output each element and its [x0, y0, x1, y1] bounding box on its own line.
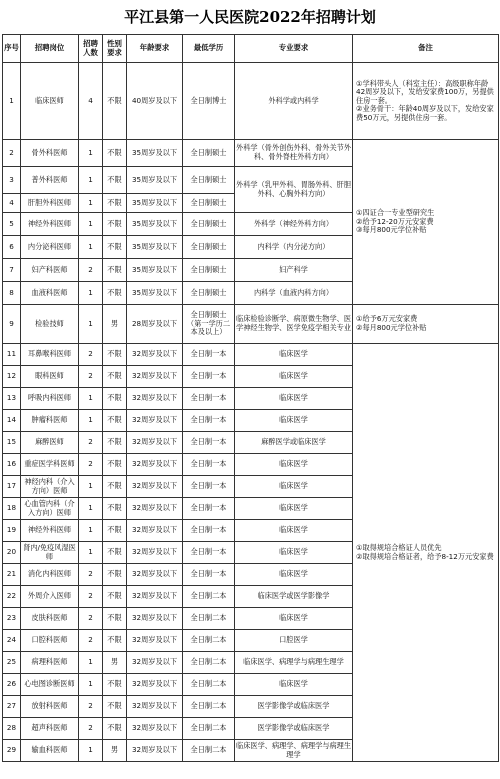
- major-cell: 临床医学: [235, 410, 353, 432]
- remarks-cell: [353, 344, 499, 762]
- row-number-cell: 21: [3, 564, 21, 586]
- count-cell: 2: [79, 432, 103, 454]
- post-cell: 普外科医师: [21, 167, 79, 194]
- gender-cell: 不限: [103, 432, 127, 454]
- education-cell: 全日制硕士: [183, 236, 235, 259]
- remarks-line: ②取得规培合格证者，给予8-12万元安家费: [356, 551, 494, 561]
- gender-cell: 男: [103, 652, 127, 674]
- education-cell: 全日制二本: [183, 608, 235, 630]
- count-cell: 2: [79, 586, 103, 608]
- row-number-cell: 9: [3, 305, 21, 344]
- remarks-line: ①学科带头人（科室主任）：高级职称年龄42周岁及以下，发给安家费100万，另提供住房一套。: [356, 78, 494, 105]
- row-number-cell: 23: [3, 608, 21, 630]
- table-row: [3, 305, 499, 344]
- count-cell: 2: [79, 454, 103, 476]
- gender-cell: 不限: [103, 498, 127, 520]
- major-cell: 妇产科学: [235, 259, 353, 282]
- post-cell: 临床医师: [21, 63, 79, 140]
- remarks-line: ③每月800元学位补贴: [356, 225, 427, 235]
- age-cell: 32周岁及以下: [127, 674, 183, 696]
- gender-cell: 不限: [103, 520, 127, 542]
- gender-cell: 不限: [103, 282, 127, 305]
- post-cell: 消化内科医师: [21, 564, 79, 586]
- count-cell: 1: [79, 674, 103, 696]
- major-cell: 临床医学: [235, 388, 353, 410]
- row-number-cell: 25: [3, 652, 21, 674]
- education-cell: 全日制一本: [183, 366, 235, 388]
- education-cell: 全日制硕士: [183, 213, 235, 236]
- gender-cell: 不限: [103, 344, 127, 366]
- post-cell: 重症医学科医师: [21, 454, 79, 476]
- table-row: [3, 140, 499, 167]
- row-number-cell: 1: [3, 63, 21, 140]
- post-cell: 检验技师: [21, 305, 79, 344]
- remarks-line: ①取得规培合格证人员优先: [356, 542, 442, 552]
- header-cell-major: 专业要求: [235, 35, 353, 63]
- row-number-cell: 5: [3, 213, 21, 236]
- post-cell: 肝胆外科医师: [21, 194, 79, 213]
- education-cell: 全日制一本: [183, 410, 235, 432]
- header-row: [3, 35, 499, 63]
- count-cell: 1: [79, 740, 103, 762]
- major-cell: 临床医学: [235, 564, 353, 586]
- gender-cell: 不限: [103, 454, 127, 476]
- header-cell-remarks: 备注: [353, 35, 499, 63]
- education-cell: 全日制硕士（第一学历二本及以上）: [183, 305, 235, 344]
- post-cell: 外周介入医师: [21, 586, 79, 608]
- count-cell: 2: [79, 366, 103, 388]
- row-number-cell: 28: [3, 718, 21, 740]
- row-number-cell: 20: [3, 542, 21, 564]
- row-number-cell: 22: [3, 586, 21, 608]
- age-cell: 32周岁及以下: [127, 652, 183, 674]
- major-cell: 麻醉医学或临床医学: [235, 432, 353, 454]
- age-cell: 32周岁及以下: [127, 344, 183, 366]
- gender-cell: 不限: [103, 259, 127, 282]
- major-cell: 外科学（神经外科方向）: [235, 213, 353, 236]
- education-cell: 全日制一本: [183, 344, 235, 366]
- count-cell: 2: [79, 718, 103, 740]
- education-cell: 全日制硕士: [183, 140, 235, 167]
- age-cell: 32周岁及以下: [127, 542, 183, 564]
- count-cell: 1: [79, 388, 103, 410]
- table-row: [3, 344, 499, 366]
- count-cell: 1: [79, 140, 103, 167]
- post-cell: 放射科医师: [21, 696, 79, 718]
- post-cell: 血液科医师: [21, 282, 79, 305]
- row-number-cell: 7: [3, 259, 21, 282]
- post-cell: 口腔科医师: [21, 630, 79, 652]
- count-cell: 1: [79, 520, 103, 542]
- table-row: [3, 63, 499, 140]
- age-cell: 35周岁及以下: [127, 213, 183, 236]
- age-cell: 32周岁及以下: [127, 366, 183, 388]
- age-cell: 32周岁及以下: [127, 718, 183, 740]
- major-cell: 医学影像学或临床医学: [235, 718, 353, 740]
- post-cell: 病理科医师: [21, 652, 79, 674]
- age-cell: 40周岁及以下: [127, 63, 183, 140]
- gender-cell: 不限: [103, 388, 127, 410]
- gender-cell: 不限: [103, 236, 127, 259]
- age-cell: 32周岁及以下: [127, 608, 183, 630]
- row-number-cell: 29: [3, 740, 21, 762]
- education-cell: 全日制一本: [183, 520, 235, 542]
- page-title: 平江县第一人民医院2022年招聘计划: [124, 8, 376, 26]
- education-cell: 全日制二本: [183, 586, 235, 608]
- count-cell: 1: [79, 213, 103, 236]
- major-cell: 内科学（内分泌方向）: [235, 236, 353, 259]
- remarks-line: ②每月800元学位补贴: [356, 323, 427, 332]
- education-cell: 全日制一本: [183, 476, 235, 498]
- gender-cell: 男: [103, 740, 127, 762]
- gender-cell: 不限: [103, 718, 127, 740]
- count-cell: 2: [79, 344, 103, 366]
- row-number-cell: 26: [3, 674, 21, 696]
- major-cell: 临床医学或医学影像学: [235, 586, 353, 608]
- count-cell: 1: [79, 652, 103, 674]
- row-number-cell: 27: [3, 696, 21, 718]
- remarks-line: ①给予6万元安家费: [356, 314, 418, 324]
- education-cell: 全日制二本: [183, 740, 235, 762]
- header-cell-post: 招聘岗位: [21, 35, 79, 63]
- row-number-cell: 14: [3, 410, 21, 432]
- major-cell: 外科学（骨外创伤外科、骨外关节外科、骨外脊柱外科方向）: [235, 140, 353, 167]
- post-cell: 皮肤科医师: [21, 608, 79, 630]
- gender-cell: 不限: [103, 564, 127, 586]
- recruitment-table: [2, 34, 499, 762]
- count-cell: 1: [79, 305, 103, 344]
- row-number-cell: 17: [3, 476, 21, 498]
- age-cell: 32周岁及以下: [127, 740, 183, 762]
- header-cell-gender: 性别要求: [103, 35, 127, 63]
- row-number-cell: 2: [3, 140, 21, 167]
- count-cell: 1: [79, 498, 103, 520]
- education-cell: 全日制硕士: [183, 194, 235, 213]
- age-cell: 32周岁及以下: [127, 696, 183, 718]
- header-cell-age: 年龄要求: [127, 35, 183, 63]
- remarks-cell: [353, 305, 499, 344]
- count-cell: 1: [79, 476, 103, 498]
- count-cell: 1: [79, 410, 103, 432]
- header-cell-count: 招聘人数: [79, 35, 103, 63]
- major-cell: 外科学或内科学: [235, 63, 353, 140]
- gender-cell: 不限: [103, 674, 127, 696]
- row-number-cell: 19: [3, 520, 21, 542]
- education-cell: 全日制一本: [183, 454, 235, 476]
- education-cell: 全日制一本: [183, 432, 235, 454]
- major-cell: 外科学（乳甲外科、胃肠外科、肝胆外科、心胸外科方向）: [235, 167, 353, 213]
- gender-cell: 不限: [103, 366, 127, 388]
- row-number-cell: 6: [3, 236, 21, 259]
- education-cell: 全日制硕士: [183, 259, 235, 282]
- major-cell: 临床医学: [235, 674, 353, 696]
- post-cell: 心血管内科（介入方向）医师: [21, 498, 79, 520]
- education-cell: 全日制一本: [183, 564, 235, 586]
- education-cell: 全日制二本: [183, 696, 235, 718]
- header-cell-no: 序号: [3, 35, 21, 63]
- age-cell: 35周岁及以下: [127, 194, 183, 213]
- count-cell: 1: [79, 542, 103, 564]
- education-cell: 全日制博士: [183, 63, 235, 140]
- education-cell: 全日制一本: [183, 498, 235, 520]
- post-cell: 肾内/免疫风湿医师: [21, 542, 79, 564]
- row-number-cell: 16: [3, 454, 21, 476]
- row-number-cell: 18: [3, 498, 21, 520]
- age-cell: 35周岁及以下: [127, 282, 183, 305]
- post-cell: 骨外科医师: [21, 140, 79, 167]
- major-cell: 临床医学: [235, 366, 353, 388]
- post-cell: 神经外科医师: [21, 213, 79, 236]
- age-cell: 32周岁及以下: [127, 476, 183, 498]
- gender-cell: 不限: [103, 608, 127, 630]
- post-cell: 内分泌科医师: [21, 236, 79, 259]
- major-cell: 临床医学: [235, 344, 353, 366]
- age-cell: 32周岁及以下: [127, 498, 183, 520]
- major-cell: 临床医学: [235, 520, 353, 542]
- age-cell: 32周岁及以下: [127, 520, 183, 542]
- education-cell: 全日制一本: [183, 542, 235, 564]
- education-cell: 全日制硕士: [183, 282, 235, 305]
- row-number-cell: 11: [3, 344, 21, 366]
- major-cell: 临床医学: [235, 498, 353, 520]
- count-cell: 2: [79, 259, 103, 282]
- gender-cell: 不限: [103, 586, 127, 608]
- post-cell: 神经外科医师: [21, 520, 79, 542]
- count-cell: 1: [79, 167, 103, 194]
- education-cell: 全日制一本: [183, 388, 235, 410]
- education-cell: 全日制二本: [183, 652, 235, 674]
- education-cell: 全日制二本: [183, 718, 235, 740]
- post-cell: 呼吸内科医师: [21, 388, 79, 410]
- row-number-cell: 15: [3, 432, 21, 454]
- post-cell: 超声科医师: [21, 718, 79, 740]
- gender-cell: 不限: [103, 167, 127, 194]
- age-cell: 32周岁及以下: [127, 388, 183, 410]
- remarks-cell: [353, 63, 499, 140]
- post-cell: 麻醉医师: [21, 432, 79, 454]
- age-cell: 35周岁及以下: [127, 259, 183, 282]
- count-cell: 1: [79, 236, 103, 259]
- count-cell: 2: [79, 564, 103, 586]
- age-cell: 32周岁及以下: [127, 454, 183, 476]
- major-cell: 临床检验诊断学、病原微生物学、医学神经生物学、医学免疫学相关专业: [235, 305, 353, 344]
- gender-cell: 男: [103, 305, 127, 344]
- age-cell: 35周岁及以下: [127, 167, 183, 194]
- count-cell: 1: [79, 282, 103, 305]
- major-cell: 临床医学: [235, 454, 353, 476]
- count-cell: 2: [79, 696, 103, 718]
- row-number-cell: 12: [3, 366, 21, 388]
- row-number-cell: 24: [3, 630, 21, 652]
- gender-cell: 不限: [103, 213, 127, 236]
- major-cell: 内科学（血液内科方向）: [235, 282, 353, 305]
- age-cell: 32周岁及以下: [127, 432, 183, 454]
- row-number-cell: 8: [3, 282, 21, 305]
- age-cell: 32周岁及以下: [127, 564, 183, 586]
- age-cell: 32周岁及以下: [127, 410, 183, 432]
- age-cell: 35周岁及以下: [127, 140, 183, 167]
- post-cell: 肿瘤科医师: [21, 410, 79, 432]
- major-cell: 临床医学: [235, 608, 353, 630]
- major-cell: 口腔医学: [235, 630, 353, 652]
- post-cell: 心电图诊断医师: [21, 674, 79, 696]
- gender-cell: 不限: [103, 140, 127, 167]
- education-cell: 全日制二本: [183, 630, 235, 652]
- gender-cell: 不限: [103, 194, 127, 213]
- remarks-line: ②给予12-20万元安家费: [356, 216, 434, 226]
- age-cell: 32周岁及以下: [127, 586, 183, 608]
- major-cell: 临床医学: [235, 542, 353, 564]
- gender-cell: 不限: [103, 63, 127, 140]
- major-cell: 临床医学、病理学、病理学与病理生理学: [235, 740, 353, 762]
- gender-cell: 不限: [103, 542, 127, 564]
- post-cell: 妇产科医师: [21, 259, 79, 282]
- post-cell: 耳鼻喉科医师: [21, 344, 79, 366]
- gender-cell: 不限: [103, 476, 127, 498]
- gender-cell: 不限: [103, 696, 127, 718]
- post-cell: 神经内科（介入方向）医师: [21, 476, 79, 498]
- count-cell: 1: [79, 194, 103, 213]
- major-cell: 医学影像学或临床医学: [235, 696, 353, 718]
- major-cell: 临床医学: [235, 476, 353, 498]
- age-cell: 32周岁及以下: [127, 630, 183, 652]
- count-cell: 2: [79, 630, 103, 652]
- count-cell: 4: [79, 63, 103, 140]
- age-cell: 28周岁及以下: [127, 305, 183, 344]
- row-number-cell: 13: [3, 388, 21, 410]
- remarks-line: ①四证合一专业型研究生: [356, 208, 435, 218]
- gender-cell: 不限: [103, 410, 127, 432]
- remarks-cell: [353, 140, 499, 305]
- table-body: [3, 63, 499, 762]
- education-cell: 全日制硕士: [183, 167, 235, 194]
- age-cell: 35周岁及以下: [127, 236, 183, 259]
- count-cell: 2: [79, 608, 103, 630]
- gender-cell: 不限: [103, 630, 127, 652]
- row-number-cell: 3: [3, 167, 21, 194]
- post-cell: 输血科医师: [21, 740, 79, 762]
- major-cell: 临床医学、病理学与病理生理学: [235, 652, 353, 674]
- education-cell: 全日制二本: [183, 674, 235, 696]
- row-number-cell: 4: [3, 194, 21, 213]
- post-cell: 眼科医师: [21, 366, 79, 388]
- remarks-line: ②业务骨干：年龄40周岁及以下，发给安家费50万元，另提供住房一套。: [356, 104, 494, 122]
- header-cell-education: 最低学历: [183, 35, 235, 63]
